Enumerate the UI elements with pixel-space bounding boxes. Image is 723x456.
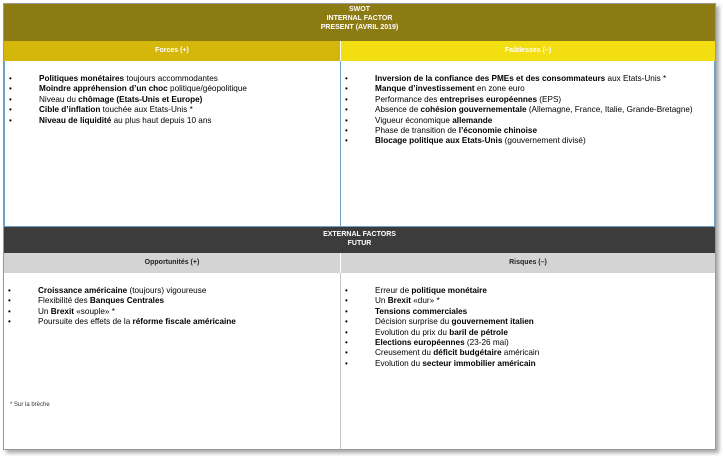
item-text-segment: Banques Centrales (89, 296, 165, 306)
item-text-segment: allemande (452, 115, 493, 125)
item-text-segment: (EPS) (537, 94, 562, 104)
bullet-icon: • (8, 286, 11, 295)
faiblesses-cell (341, 61, 715, 227)
item-text-segment: (Etats-Unis et Europe) (116, 94, 203, 104)
item-text-segment: déficit budgétaire (433, 348, 502, 358)
item-text-segment: baril de pétrole (449, 327, 508, 337)
opportunites-cell (4, 273, 341, 449)
bullet-icon: • (9, 105, 12, 115)
item-text-segment: «souple» * (73, 306, 115, 316)
item-text-segment: Niveau de liquidité (39, 115, 112, 125)
bullet-icon: • (9, 74, 12, 83)
opportunites-item (8, 296, 332, 306)
item-text-segment: Moindre appréhension d’un choc (39, 84, 168, 94)
risques-item (345, 307, 707, 317)
item-text-segment: en zone euro (474, 84, 525, 94)
item-text-segment: aux Etats-Unis * (605, 74, 667, 83)
risques-item (345, 359, 707, 369)
forces-item (9, 74, 332, 84)
forces-cell (4, 61, 341, 227)
external-factors-header (4, 227, 715, 253)
faiblesses-item (345, 105, 706, 115)
futur-title: FUTUR (347, 240, 372, 247)
bullet-icon: • (345, 348, 348, 358)
item-text-segment: Phase de transition de (375, 126, 459, 136)
faiblesses-item (345, 116, 706, 126)
item-text-segment: (gouvernement divisé) (502, 136, 586, 146)
item-text-segment: gouvernement italien (451, 317, 534, 327)
item-text-segment: secteur immobilier américain (422, 358, 536, 368)
bullet-icon: • (345, 94, 348, 104)
risques-cell (341, 273, 715, 449)
bullet-icon: • (9, 84, 12, 94)
item-text-segment: politique/géopolitique (167, 84, 247, 94)
risques-item (345, 286, 707, 296)
faiblesses-list (345, 74, 706, 147)
item-text-segment: Flexibilité des (38, 296, 90, 306)
item-text-segment: Un (375, 296, 388, 306)
item-text-segment: entreprises européennes (439, 94, 538, 104)
item-text-segment: Evolution du prix du (375, 327, 450, 337)
forces-item (9, 105, 332, 115)
item-text-segment: américain (501, 348, 540, 358)
faiblesses-item (345, 74, 706, 84)
risques-item (345, 338, 707, 348)
opportunites-item (8, 286, 332, 296)
bullet-icon: • (345, 136, 348, 146)
item-text-segment: (Allemagne, France, Italie, Grande-Bretagne) (526, 105, 693, 115)
item-text-segment: Erreur de (375, 286, 412, 295)
risques-item (345, 348, 707, 358)
opportunites-list (8, 286, 332, 328)
swot-table (3, 3, 716, 450)
risques-header: Risques (–) (341, 253, 715, 273)
bullet-icon: • (9, 94, 12, 104)
opportunites-item (8, 307, 332, 317)
item-text-segment: «dur» * (410, 296, 440, 306)
forces-list (9, 74, 332, 126)
item-text-segment: Cible d’inflation (39, 105, 101, 115)
footnote: * Sur la brèche (10, 402, 50, 408)
item-text-segment: Vigueur économique (375, 115, 453, 125)
forces-header: Forces (+) (4, 41, 341, 61)
item-text-segment: Elections européennes (375, 338, 465, 348)
faiblesses-header: Faiblesses (–) (341, 41, 715, 61)
forces-item (9, 95, 332, 105)
bullet-icon: • (345, 115, 348, 125)
item-text-segment: Performance des (375, 94, 440, 104)
item-text-segment: Niveau du (39, 94, 79, 104)
bullet-icon: • (345, 327, 348, 337)
bullet-icon: • (345, 306, 348, 316)
item-text-segment: Brexit (50, 306, 74, 316)
faiblesses-item (345, 136, 706, 146)
item-text-segment: Croissance américaine (38, 286, 128, 295)
item-text-segment: cohésion gouvernementale (420, 105, 527, 115)
bullet-icon: • (345, 74, 348, 83)
bullet-icon: • (345, 317, 348, 327)
bullet-icon: • (345, 126, 348, 136)
risques-item (345, 296, 707, 306)
item-text-segment: Brexit (387, 296, 411, 306)
risques-item (345, 328, 707, 338)
bullet-icon: • (8, 317, 11, 327)
item-text-segment: Creusement du (375, 348, 434, 358)
bullet-icon: • (345, 358, 348, 368)
item-text-segment: (toujours) vigoureuse (127, 286, 207, 295)
bullet-icon: • (345, 84, 348, 94)
item-text-segment: Tensions commerciales (375, 306, 468, 316)
item-text-segment: Un (38, 306, 51, 316)
bullet-icon: • (345, 296, 348, 306)
bullet-icon: • (8, 296, 11, 306)
opportunites-header: Opportunités (+) (4, 253, 341, 273)
faiblesses-item (345, 126, 706, 136)
faiblesses-item (345, 84, 706, 94)
bullet-icon: • (345, 286, 348, 295)
forces-item (9, 116, 332, 126)
item-text-segment: politique monétaire (411, 286, 487, 295)
faiblesses-item (345, 95, 706, 105)
bullet-icon: • (345, 105, 348, 115)
item-text-segment: réforme fiscale américaine (132, 317, 236, 327)
item-text-segment: toujours accommodantes (124, 74, 218, 83)
internal-factor-title: INTERNAL FACTOR (326, 15, 393, 22)
bullet-icon: • (8, 306, 11, 316)
item-text-segment: Politiques monétaires (39, 74, 125, 83)
item-text-segment: chômage (78, 94, 115, 104)
bullet-icon: • (9, 115, 12, 125)
item-text-segment: touchée aux Etats-Unis * (100, 105, 193, 115)
item-text-segment: Poursuite des effets de la (38, 317, 133, 327)
risques-list (345, 286, 707, 369)
item-text-segment: Absence de (375, 105, 421, 115)
swot-title: SWOT (349, 6, 370, 13)
item-text-segment: (23-26 mai) (464, 338, 509, 348)
forces-item (9, 84, 332, 94)
item-text-segment: Blocage politique aux Etats-Unis (375, 136, 503, 146)
present-period-title: PRESENT (AVRIL 2019) (320, 24, 399, 31)
item-text-segment: Evolution du (375, 358, 423, 368)
item-text-segment: Manque d’investissement (375, 84, 475, 94)
bullet-icon: • (345, 338, 348, 348)
item-text-segment: au plus haut depuis 10 ans (111, 115, 212, 125)
external-factors-title: EXTERNAL FACTORS (323, 231, 396, 238)
risques-item (345, 317, 707, 327)
internal-factor-header (4, 4, 715, 41)
item-text-segment: l’économie chinoise (458, 126, 538, 136)
item-text-segment: Décision surprise du (375, 317, 452, 327)
opportunites-item (8, 317, 332, 327)
item-text-segment: Inversion de la confiance des PMEs et des consommateurs (375, 74, 606, 83)
